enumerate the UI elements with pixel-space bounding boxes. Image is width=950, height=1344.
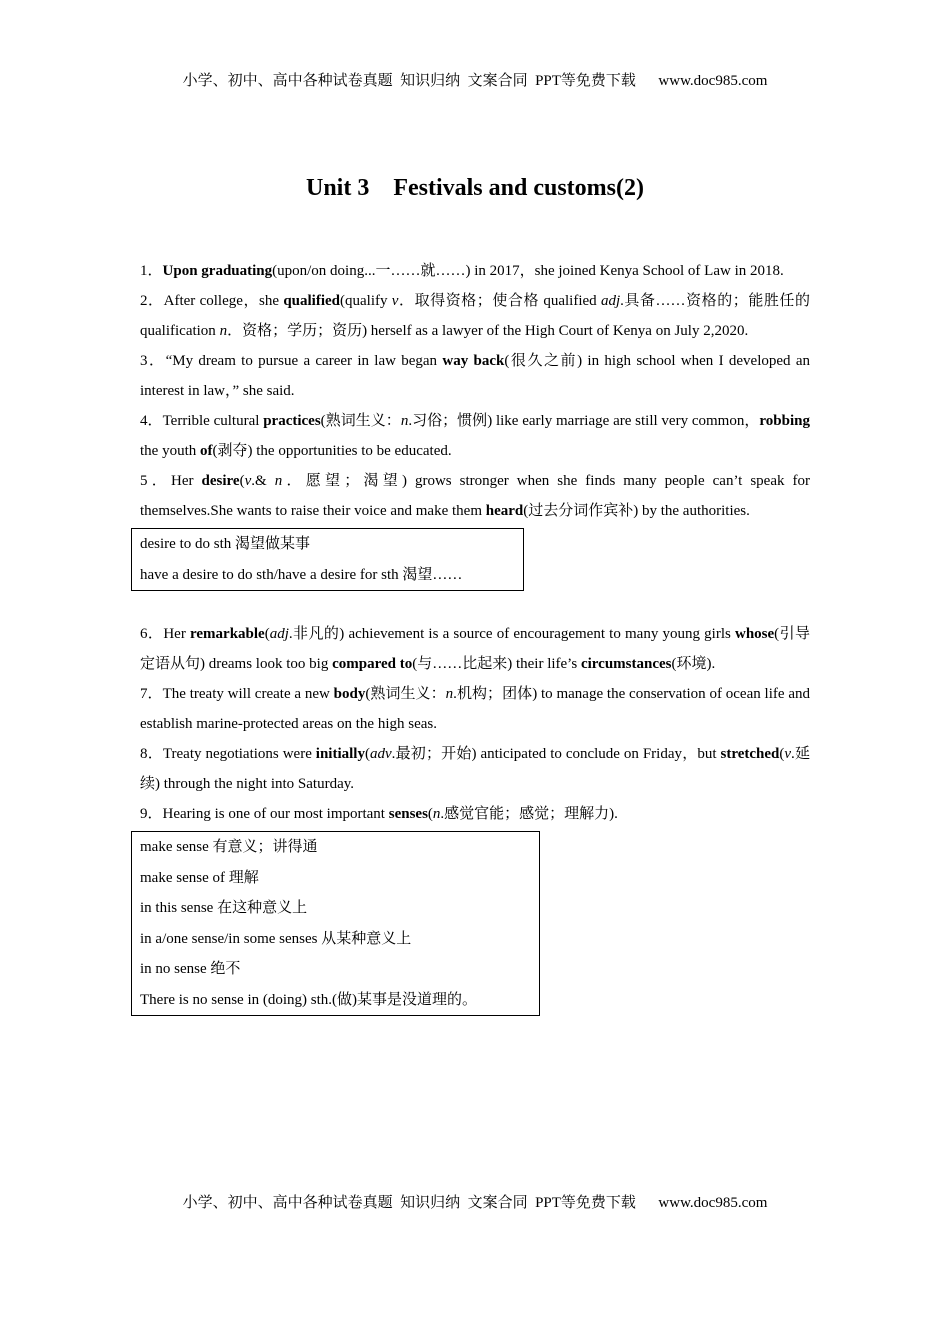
item-5 (140, 466, 810, 526)
text-run: ( (779, 746, 785, 762)
text-run: .非凡的) achievement is a source of encouragement to many young girls (288, 626, 735, 642)
part-of-speech: v (784, 746, 792, 762)
page-header: 小学、初中、高中各种试卷真题 知识归纳 文案合同 PPT等免费下载 www.doc985.com (182, 73, 768, 89)
keyword: body (333, 686, 366, 702)
text-run: .机构；团体) to manage the conservation of ocean life and establish marine-protected areas on the high seas. (140, 686, 810, 732)
keyword: senses (388, 806, 428, 822)
box-line: have a desire to do sth/have a desire for sth 渴望…… (140, 566, 463, 583)
part-of-speech: adj (600, 293, 621, 309)
text-run: (很久之前) in high school when I developed an interest in law，” she said. (140, 353, 810, 399)
text-run: (qualify (340, 293, 392, 309)
keyword: compared to (332, 656, 413, 672)
page-title: Unit 3 Festivals and customs(2) (305, 175, 644, 201)
part-of-speech: adj (269, 626, 289, 642)
text-run: Treaty negotiations were (162, 746, 316, 762)
sense-phrase-box (131, 831, 540, 1016)
keyword: stretched (720, 746, 780, 762)
item-number: 6． (140, 626, 164, 642)
item-number: 9． (140, 806, 163, 822)
item-number: 7． (140, 686, 163, 702)
part-of-speech: n (274, 473, 283, 489)
keyword: initially (315, 746, 365, 762)
keyword: heard (485, 503, 524, 519)
part-of-speech: n (432, 806, 441, 822)
text-run: Her (171, 473, 202, 489)
keyword: whose (734, 626, 775, 642)
text-run: .具备……资格的；能胜任的 qualification (140, 293, 810, 339)
item-number: 4． (140, 413, 163, 429)
part-of-speech: v (391, 293, 399, 309)
text-run: (引导定语从句) dreams look too big (140, 626, 810, 672)
item-7 (140, 679, 810, 739)
text-run: (环境). (671, 656, 716, 672)
item-number: 2． (140, 293, 164, 309)
box-line: in a/one sense/in some senses 从某种意义上 (140, 930, 412, 947)
item-4 (140, 406, 810, 466)
part-of-speech: n (445, 686, 454, 702)
text-run: Her (163, 626, 190, 642)
item-number: 3． (140, 353, 166, 369)
item-6 (140, 619, 810, 679)
item-9 (140, 799, 810, 829)
text-run: After college，she (163, 293, 284, 309)
part-of-speech: n (400, 413, 409, 429)
keyword: qualified (283, 293, 340, 309)
text-run: .习俗；惯例) like early marriage are still very common， (408, 413, 760, 429)
item-number: 1． (140, 263, 163, 279)
text-run: .感觉官能；感觉；理解力). (440, 806, 618, 822)
item-number: 8． (140, 746, 163, 762)
keyword: of (200, 443, 213, 459)
text-run: (剥夺) the opportunities to be educated. (212, 443, 452, 459)
text-run: the youth (140, 443, 200, 459)
part-of-speech: n (219, 323, 228, 339)
part-of-speech: adv (369, 746, 392, 762)
text-run: (upon/on doing...一……就……) in 2017，she joined Kenya School of Law in 2018. (272, 263, 784, 279)
box-line: in this sense 在这种意义上 (140, 900, 308, 916)
text-run: ( (264, 626, 270, 642)
keyword: way back (442, 353, 505, 369)
box-line: There is no sense in (doing) sth.(做)某事是没道理的。 (140, 991, 478, 1008)
content (140, 256, 810, 1016)
keyword: Upon graduating (162, 263, 273, 279)
keyword: remarkable (190, 626, 265, 642)
page-footer: 小学、初中、高中各种试卷真题 知识归纳 文案合同 PPT等免费下载 www.doc985.com (182, 1195, 768, 1211)
text-run: ( (239, 473, 245, 489)
text-run: .最初；开始) anticipated to conclude on Friday，but (391, 746, 721, 762)
box-line: in no sense 绝不 (140, 961, 241, 977)
box-line: desire to do sth 渴望做某事 (140, 536, 310, 552)
item-2 (140, 286, 810, 346)
text-run: ．愿望；渴望) grows stronger when she finds many people can’t speak for themselves.She wants to raise their voice and make them (140, 473, 810, 519)
text-run: ( (364, 746, 370, 762)
keyword: circumstances (580, 656, 672, 672)
text-run: The treaty will create a new (162, 686, 334, 702)
box-line: make sense of 理解 (140, 869, 259, 886)
text-run: ．取得资格；使合格 qualified (398, 293, 601, 309)
text-run: (熟词生义： (365, 686, 446, 702)
desire-phrase-box (131, 528, 524, 591)
text-run: Hearing is one of our most important (162, 806, 389, 822)
text-run: “My dream to pursue a career in law began (165, 353, 443, 369)
keyword: practices (263, 413, 321, 429)
item-3 (140, 346, 810, 406)
item-8 (140, 739, 810, 799)
text-run: .延续) through the night into Saturday. (140, 746, 810, 792)
box-line: make sense 有意义；讲得通 (140, 839, 318, 855)
part-of-speech: v (244, 473, 252, 489)
keyword: robbing (759, 413, 810, 429)
text-run: (熟词生义： (320, 413, 401, 429)
text-run: ( (427, 806, 433, 822)
keyword: desire (201, 473, 240, 489)
item-1 (140, 256, 810, 286)
text-run: .& (251, 473, 275, 489)
text-run: Terrible cultural (162, 413, 264, 429)
text-run: ．资格；学历；资历) herself as a lawyer of the High Court of Kenya on July 2,2020. (227, 323, 749, 339)
text-run: (与……比起来) their life’s (412, 656, 581, 672)
text-run: (过去分词作宾补) by the authorities. (523, 503, 750, 519)
item-number: 5． (140, 473, 172, 489)
